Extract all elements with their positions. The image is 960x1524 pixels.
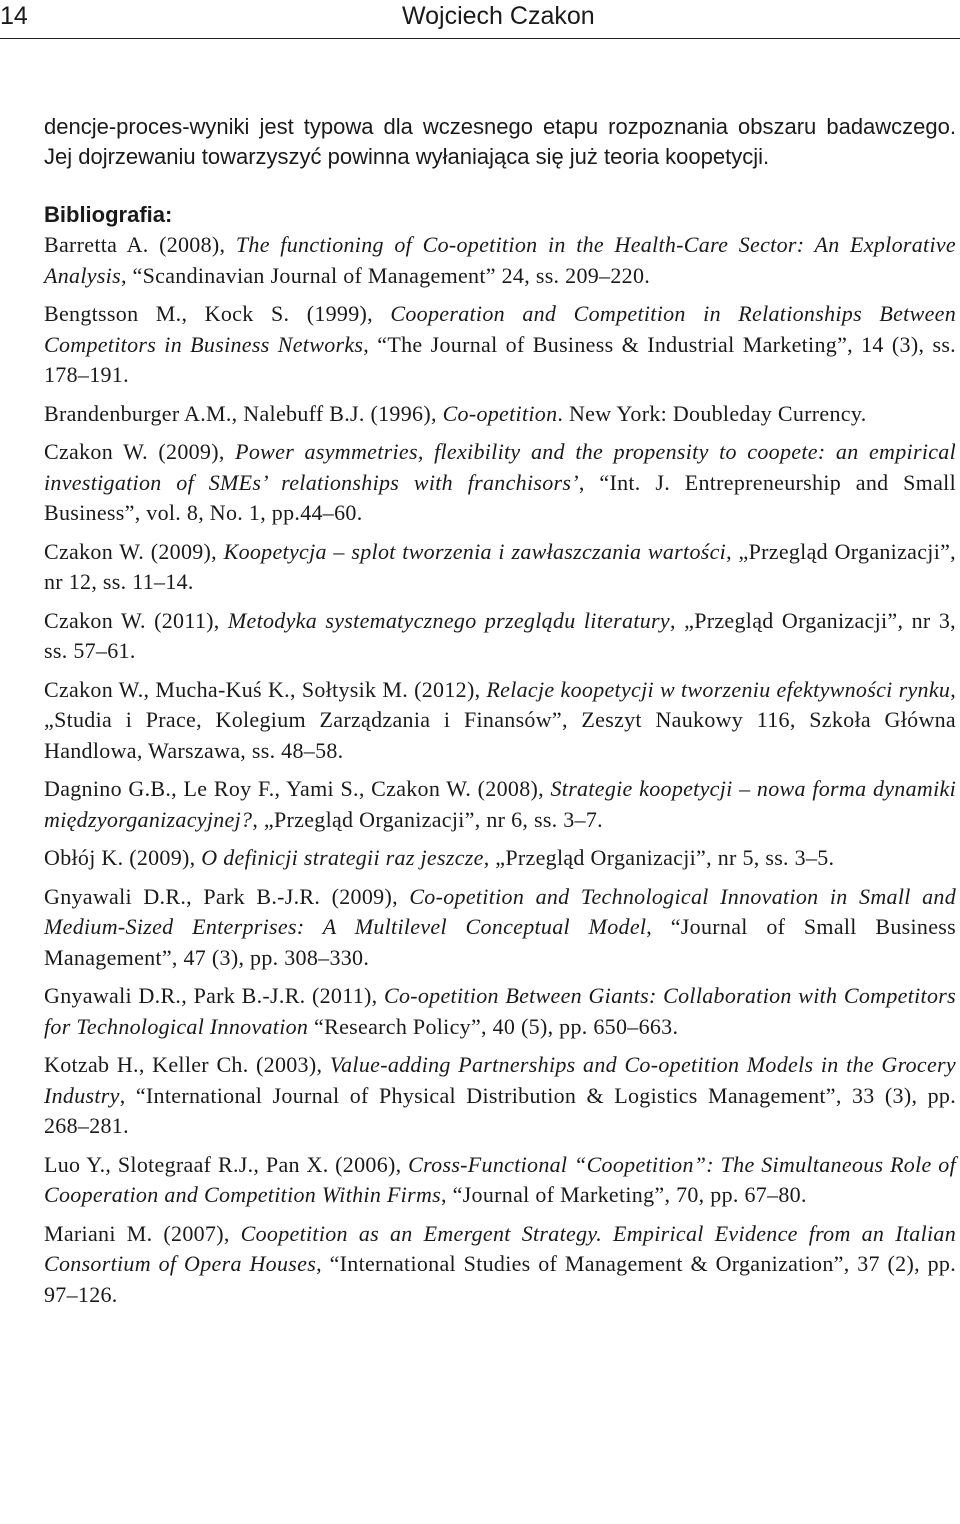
reference-entry [44, 437, 956, 529]
reference-entry [44, 1150, 956, 1211]
ref-source: , “The Journal of Business & Industrial Marketing”, 14 (3), ss. 178–191. [44, 331, 956, 387]
reference-entry [44, 1050, 956, 1142]
page-header [0, 0, 960, 30]
ref-authors: Czakon W. (2011), [44, 607, 228, 633]
ref-source: , „Przegląd Organizacji”, nr 12, ss. 11–14. [44, 538, 956, 594]
ref-title: The functioning of Co-opetition in the Health-Care Sector: An Explorative Analysis [44, 232, 956, 288]
ref-title: Co-opetition Between Giants: Collaboration with Competitors for Technological Innovation [44, 983, 956, 1039]
reference-entry [44, 882, 956, 974]
ref-title: Power asymmetries, flexibility and the propensity to coopete: an empirical investigation of SMEs’ relationships with franchisors’ [44, 439, 957, 495]
ref-source: , “Int. J. Entrepreneurship and Small Business”, vol. 8, No. 1, pp.44–60. [44, 469, 956, 525]
reference-list [44, 230, 956, 1310]
ref-title: Co-opetition [442, 400, 558, 426]
bibliography-heading: Bibliografia: [44, 202, 173, 227]
ref-title: Co-opetition and Technological Innovation in Small and Medium-Sized Enterprises: A Multilevel Conceptual Model [44, 883, 956, 939]
reference-entry [44, 1219, 956, 1311]
reference-entry [44, 299, 956, 391]
ref-source: , „Przegląd Organizacji”, nr 3, ss. 57–61. [44, 607, 956, 663]
ref-title: Strategie koopetycji – nowa forma dynamiki międzyorganizacyjnej? [44, 776, 956, 832]
intro-paragraph: dencje-proces-wyniki jest typowa dla wczesnego etapu rozpoznania obszaru badawczego. Jej dojrzewaniu towarzyszyć powinna wyłaniająca się już teoria koopetycji. [44, 114, 956, 169]
page-number: 14 [0, 2, 28, 30]
ref-title: O definicji strategii raz jeszcze [201, 845, 484, 870]
reference-entry [44, 230, 956, 291]
ref-source: , „Przegląd Organizacji”, nr 5, ss. 3–5. [483, 845, 835, 870]
reference-entry [44, 774, 956, 835]
reference-entry [44, 675, 956, 767]
ref-authors: Mariani M. (2007), [44, 1220, 241, 1246]
ref-authors: Dagnino G.B., Le Roy F., Yami S., Czakon W. (2008), [44, 776, 551, 801]
ref-authors: Czakon W. (2009), [44, 439, 236, 464]
header-rule [0, 38, 960, 39]
ref-title: Koopetycja – splot tworzenia i zawłaszczania wartości [223, 538, 727, 564]
ref-title: Relacje koopetycji w tworzeniu efektywności rynku [486, 676, 951, 702]
ref-authors: Barretta A. (2008), [44, 232, 236, 257]
ref-authors: Bengtsson M., Kock S. (1999), [44, 301, 391, 326]
ref-source: “Research Policy”, 40 (5), pp. 650–663. [308, 1013, 679, 1039]
ref-title: Cross-Functional “Coopetition”: The Simultaneous Role of Cooperation and Competition Within Firms [44, 1151, 956, 1207]
reference-entry [44, 843, 956, 874]
ref-authors: Czakon W. (2009), [44, 538, 224, 564]
ref-source: , “Scandinavian Journal of Management” 24, ss. 209–220. [120, 262, 651, 288]
ref-source: . New York: Doubleday Currency. [557, 400, 867, 426]
ref-source: , “Journal of Marketing”, 70, pp. 67–80. [441, 1182, 807, 1207]
ref-title: Metodyka systematycznego przeglądu literatury [227, 607, 670, 633]
reference-entry [44, 981, 956, 1042]
ref-authors: Obłój K. (2009), [44, 845, 202, 870]
ref-authors: Kotzab H., Keller Ch. (2003), [44, 1052, 330, 1077]
running-title: Wojciech Czakon [402, 2, 595, 30]
ref-authors: Luo Y., Slotegraaf R.J., Pan X. (2006), [44, 1151, 409, 1177]
reference-entry [44, 537, 956, 598]
ref-title: Cooperation and Competition in Relationships Between Competitors in Business Networks [44, 301, 956, 357]
ref-authors: Gnyawali D.R., Park B.-J.R. (2009), [44, 883, 410, 909]
ref-source: , „Przegląd Organizacji”, nr 6, ss. 3–7. [252, 806, 603, 832]
ref-authors: Brandenburger A.M., Nalebuff B.J. (1996), [44, 400, 443, 426]
ref-title: Value-adding Partnerships and Co-opetition Models in the Grocery Industry [44, 1052, 956, 1108]
ref-authors: Gnyawali D.R., Park B.-J.R. (2011), [44, 983, 384, 1008]
reference-entry [44, 399, 956, 430]
ref-source: , “International Journal of Physical Distribution & Logistics Management”, 33 (3), pp. 268–281. [44, 1082, 956, 1138]
page-body [44, 112, 956, 1318]
ref-source: , “Journal of Small Business Management”, 47 (3), pp. 308–330. [44, 914, 956, 970]
ref-title: Coopetition as an Emergent Strategy. Empirical Evidence from an Italian Consortium of Opera Houses [44, 1220, 956, 1276]
ref-authors: Czakon W., Mucha-Kuś K., Sołtysik M. (2012), [44, 676, 487, 702]
reference-entry [44, 606, 956, 667]
ref-source: , “International Studies of Management & Organization”, 37 (2), pp. 97–126. [44, 1251, 956, 1307]
ref-source: , „Studia i Prace, Kolegium Zarządzania i Finansów”, Zeszyt Naukowy 116, Szkoła Główna Handlowa, Warszawa, ss. 48–58. [44, 676, 956, 763]
